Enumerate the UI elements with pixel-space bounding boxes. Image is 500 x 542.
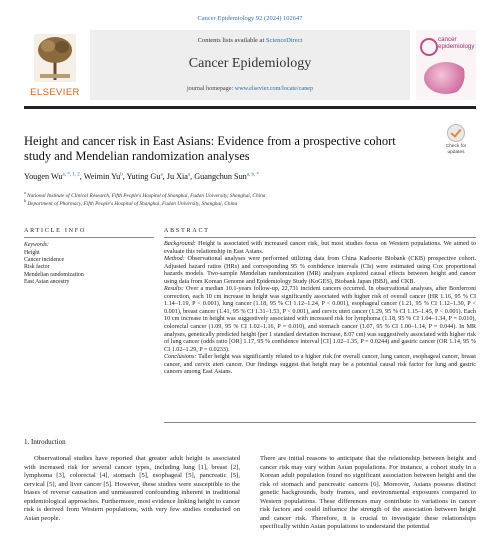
affiliation-b [24, 198, 474, 207]
abstract-results [164, 286, 476, 354]
author-affiliation-marker[interactable]: a [187, 172, 191, 178]
abstract-bottom-rule [164, 422, 476, 423]
author-affiliation-marker[interactable]: b [120, 172, 123, 178]
results-label: Results: [164, 286, 184, 293]
abstract-background [164, 241, 476, 256]
background-label: Background: [164, 241, 196, 247]
author-affiliation-marker[interactable]: a, *, 1, 2 [62, 172, 80, 178]
keywords-heading: Keywords: [24, 242, 49, 248]
cover-artwork [424, 62, 468, 94]
journal-title: Cancer Epidemiology [188, 56, 312, 71]
abstract-conclusions [164, 354, 476, 377]
homepage-line [90, 85, 410, 92]
affiliation-text: National Institute of Clinical Research, Fifth People's Hospital of Shanghai, Fudan University, Shanghai, China [27, 192, 266, 199]
homepage-prefix: journal homepage: [186, 85, 235, 92]
keyword-item: Mendelian randomization [24, 271, 84, 278]
elsevier-wordmark: ELSEVIER [30, 87, 80, 98]
keyword-list [24, 250, 134, 286]
author-name[interactable]: Ju Xia [166, 172, 188, 181]
check-updates-label: Check for updates [445, 144, 467, 155]
method-text: Observational analyses were performed utilizing data from China Kadoorie Biobank (CKB) prospective cohort. Adjusted hazard ratios (HRs) and corresponding 95 % confidence intervals (CIs) were estimated using Cox proportional hazards models. Two-sample Mendelian randomization (MR) analyses explored causal effects between height and cancer using data from Korean Genome and Epidemiology Study (KoGES), Biobank Japan (BBJ), and CKB. [164, 256, 476, 285]
affiliation-text: Department of Pharmacy, Fifth People's Hospital of Shanghai, Fudan University, Shanghai, China [27, 200, 238, 207]
conclusions-text: Taller height was significantly related to a higher risk for overall cancer, lung cancer, esophageal cancer, breast cancer, and cervix uteri cancer. Our findings suggest that height may be a potential causal risk factor for lung and gastric cancers among East Asians. [164, 354, 476, 376]
author-list: Yougen $Wu^{a, *, 1, 2}$, Weimin Yu$^b$, Yuting Gu$^a$, Ju Xia$^a$, Guangchun Sun$^{a, b, *}$ [24, 172, 260, 181]
masthead-divider [24, 106, 476, 109]
author-name[interactable]: Guangchun Sun [194, 172, 247, 181]
elsevier-logo[interactable] [24, 30, 86, 100]
abstract-body [164, 241, 476, 377]
contents-line [90, 37, 410, 44]
abstract-rule [164, 237, 476, 238]
check-for-updates-button[interactable] [440, 124, 472, 164]
homepage-link[interactable]: www.elsevier.com/locate/canep [234, 85, 314, 92]
elsevier-tree-icon [34, 34, 76, 82]
contents-prefix: Contents lists available at [197, 37, 266, 44]
masthead-center [90, 30, 410, 100]
article-title: Height and cancer risk in East Asians: Evidence from a prospective cohort study and Mendelian randomization analyses [24, 134, 396, 163]
journal-reference[interactable]: Cancer Epidemiology 92 (2024) 102647 [197, 15, 303, 22]
introduction-right-column: There are initial reasons to anticipate that the relationship between height and cancer risk may vary within Asian populations. For instance, a cohort study in a Korean adult population found no significant association between height and the risk of stomach and pancreatic cancers [6]. Moreover, Asians possess distinct genetic backgrounds, body frames, and environmental exposures compared to Western populations. These differences may contribute to variations in cancer risk factors and could influence the strength of the association between height and cancer risk. Therefore, it is crucial to investigate these relationships specifically within Asian populations to understand the potential [260, 455, 476, 531]
cover-title: cancer epidemiology [438, 36, 475, 50]
author-affiliation-marker[interactable]: a [160, 172, 163, 178]
journal-masthead [24, 30, 476, 100]
cover-logo-icon [420, 38, 438, 56]
author-affiliation-marker[interactable]: a, b, * [246, 172, 260, 178]
affiliation-marker: b [24, 198, 26, 203]
article-info-rule [24, 237, 154, 238]
author-name[interactable]: Yuting Gu [126, 172, 161, 181]
introduction-heading: 1. Introduction [24, 438, 66, 446]
affiliation-marker: a [24, 190, 26, 195]
author-name[interactable]: Yougen Wu [24, 172, 63, 181]
method-label: Method: [164, 256, 185, 263]
results-text: Over a median 10.1-years follow-up, 22,731 incident cancers occurred. In observational analyses, after Bonferroni correction, each 10 cm increase in height was significantly associated with higher risk of overall cancer (HR 1.16, 95 % CI 1.14–1.19, P < 0.001), lung cancer (1.18, 95 % CI 1.12–1.24, P < 0.001), esophageal cancer (1.21, 95 % CI 1.12–1.30, P < 0.001), breast cancer (1.41, 95 % CI 1.31–1.53, P < 0.001), and cervix uteri cancer (1.29, 95 % CI 1.15–1.45, P < 0.001). Each 10 cm increase in height was suggestively associated with increased risk for lymphoma (1.18, 95 % CI 1.04–1.34, P = 0.010), colorectal cancer (1.09, 95 % CI 1.02–1.16, P = 0.010), and stomach cancer (1.07, 95 % CI 1.00–1.14, P = 0.044). In MR analyses, genetically predicted height (per 1 standard deviation increase, 8.07 cm) was suggestively associated with higher risk of lung cancer (odds ratio [OR] 1.17, 95 % confidence interval [CI] 1.02–1.35, P = 0.0244) and gastric cancer (OR 1.14, 95 % CI 1.02–1.29, P = 0.0233). [164, 286, 476, 353]
abstract-method [164, 256, 476, 286]
article-info-label: ARTICLE INFO [24, 228, 87, 234]
journal-cover-thumbnail[interactable] [416, 30, 476, 100]
keyword-item: Risk factor [24, 264, 50, 271]
background-text: Height is associated with increased cancer risk, but most studies focus on Western populations. We aimed to evaluate this relationship in East Asians. [164, 241, 476, 255]
keyword-item: East Asian ancestry [24, 278, 70, 285]
abstract-label: ABSTRACT [164, 228, 210, 234]
introduction-left-column: Observational studies have reported that greater adult height is associated with increased risk for several cancer types, including lung [1], breast [2], lymphoma [3], colorectal [4], stomach [5], esophageal [5], pancreatic [5], cervical [5], and liver cancer [5]. However, these studies were susceptible to the biases of reverse causation and unmeasured confounding inherent in traditional epidemiological approaches. Furthermore, most evidence linking height to cancer risk is derived from Western populations, with very few studies conducted on Asian people. [24, 455, 240, 522]
author-name[interactable]: Weimin Yu [83, 172, 121, 181]
keyword-item: Cancer incidence [24, 257, 65, 264]
keyword-item: Height [24, 250, 40, 256]
conclusions-label: Conclusions: [164, 354, 197, 361]
sciencedirect-link[interactable]: ScienceDirect [265, 37, 303, 44]
check-updates-icon [447, 124, 465, 142]
